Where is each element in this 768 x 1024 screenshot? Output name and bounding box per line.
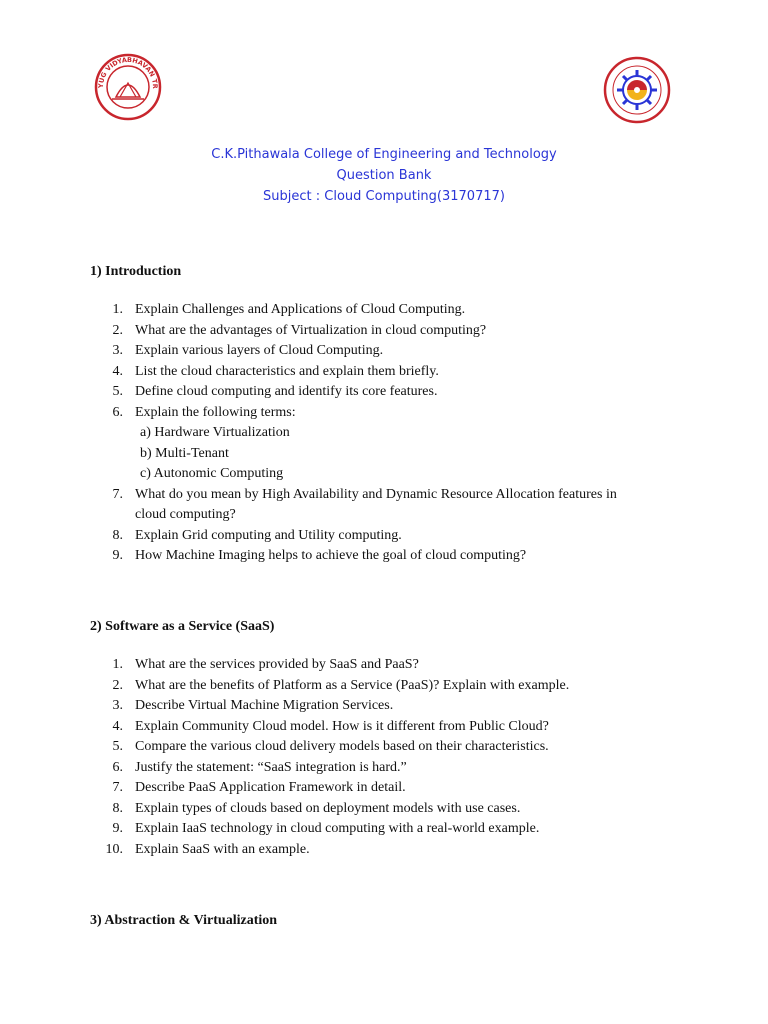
subject-line: Subject : Cloud Computing(3170717): [263, 189, 505, 204]
trust-logo: [94, 53, 162, 121]
sub-item: c) Autonomic Computing: [140, 466, 284, 481]
list-item: 8. Explain Grid computing and Utility computing.: [112, 527, 402, 543]
list-item: 3. Describe Virtual Machine Migration Services.: [112, 698, 394, 713]
section-title: 3) Abstraction & Virtualization: [90, 913, 278, 928]
list-item: 6. Justify the statement: “SaaS integration is hard.”: [112, 759, 407, 775]
question-list: [90, 655, 690, 860]
college-logo: [603, 56, 671, 124]
list-item: 2. What are the advantages of Virtualization in cloud computing?: [112, 322, 487, 338]
document-header: [0, 144, 768, 207]
question-list: [90, 300, 690, 567]
list-item: 5. Compare the various cloud delivery models based on their characteristics.: [112, 739, 549, 754]
list-item: 8. Explain types of clouds based on deployment models with use cases.: [112, 800, 521, 816]
trust-seal-icon: [94, 53, 162, 121]
list-item: 1. Explain Challenges and Applications of Cloud Computing.: [112, 302, 466, 317]
section-title: 2) Software as a Service (SaaS): [90, 619, 275, 634]
list-item: 3. Explain various layers of Cloud Computing.: [112, 343, 384, 358]
college-seal-icon: [603, 56, 671, 124]
section-title: 1) Introduction: [90, 264, 182, 279]
list-item: 6. Explain the following terms: a) Hardware Virtualization b) Multi-Tenant c) Autonomic Computing: [90, 403, 690, 485]
list-item: 7. Describe PaaS Application Framework in detail.: [112, 780, 406, 795]
list-item: 9. How Machine Imaging helps to achieve the goal of cloud computing?: [112, 548, 527, 563]
college-name: C.K.Pithawala College of Engineering and Technology: [211, 147, 557, 162]
sub-item: a) Hardware Virtualization: [140, 425, 290, 440]
list-item: 7. What do you mean by High Availability and Dynamic Resource Allocation features in cloud computing?: [112, 486, 617, 522]
sub-item: b) Multi-Tenant: [140, 445, 229, 461]
list-item: 5. Define cloud computing and identify its core features.: [112, 384, 438, 399]
trust-seal-text: YUG VIDYABHAVAN TR: [96, 55, 160, 89]
list-item: 4. List the cloud characteristics and explain them briefly.: [112, 363, 439, 379]
doc-title: Question Bank: [336, 168, 432, 183]
list-item: 1. What are the services provided by SaaS and PaaS?: [112, 657, 419, 672]
list-item: 9. Explain IaaS technology in cloud computing with a real-world example.: [112, 821, 540, 836]
list-item: 4. Explain Community Cloud model. How is it different from Public Cloud?: [112, 718, 549, 734]
list-item: 2. What are the benefits of Platform as a Service (PaaS)? Explain with example.: [112, 677, 570, 693]
list-item: 10. Explain SaaS with an example.: [105, 841, 310, 857]
